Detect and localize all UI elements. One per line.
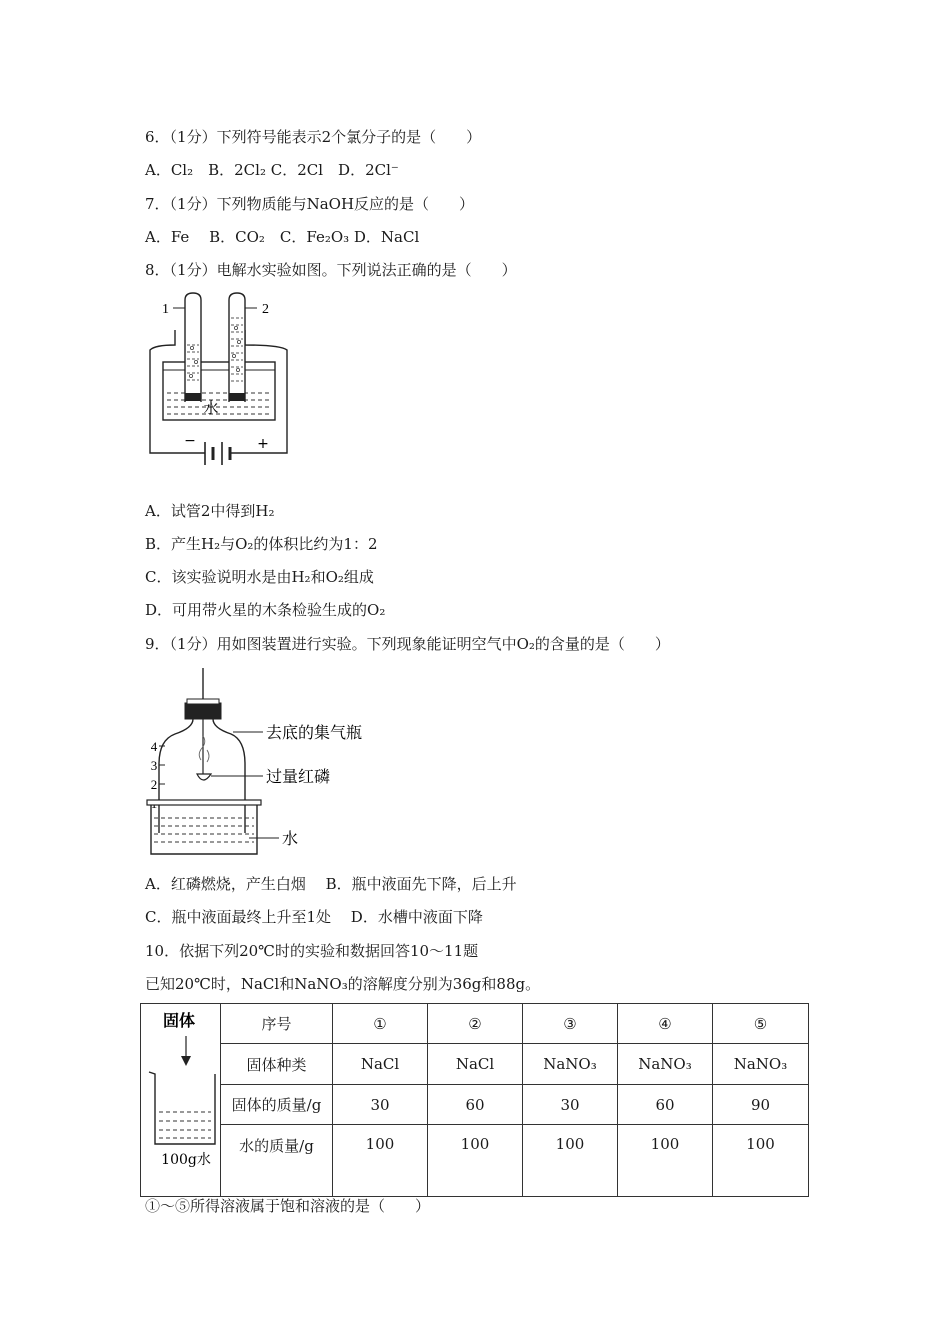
q9-stem: 9．（1分）用如图装置进行实验。下列现象能证明空气中O₂的含量的是（ ） (145, 635, 670, 653)
minus-label: − (184, 433, 196, 449)
q7-stem: 7．（1分）下列物质能与NaOH反应的是（ ） (145, 195, 475, 213)
solid-label: 固体 (162, 1011, 196, 1030)
header-solid-mass: 固体的质量/g (221, 1085, 333, 1125)
q10-stem: 10．依据下列20℃时的实验和数据回答10～11题 (145, 942, 479, 960)
col-2-water-mass: 100 (428, 1125, 523, 1197)
q10-known: 已知20℃时，NaCl和NaNO₃的溶解度分别为36g和88g。 (145, 975, 541, 993)
q8-stem: 8．（1分）电解水实验如图。下列说法正确的是（ ） (145, 261, 517, 279)
col-3-no: ③ (523, 1004, 618, 1044)
q6-stem: 6．（1分）下列符号能表示2个氯分子的是（ ） (145, 128, 482, 146)
col-1-kind: NaCl (333, 1044, 428, 1085)
scale-3: 3 (150, 758, 158, 773)
col-5-no: ⑤ (713, 1004, 809, 1044)
header-water-mass: 水的质量/g (221, 1125, 333, 1197)
q7-options: A．Fe B．CO₂ C．Fe₂O₃ D．NaCl (145, 228, 420, 246)
col-3-kind: NaNO₃ (523, 1044, 618, 1085)
plus-label: + (257, 436, 269, 452)
col-4-water-mass: 100 (618, 1125, 713, 1197)
col-1-no: ① (333, 1004, 428, 1044)
col-4-kind: NaNO₃ (618, 1044, 713, 1085)
col-5-water-mass: 100 (713, 1125, 809, 1197)
q8-option-c: C．该实验说明水是由H₂和O₂组成 (145, 568, 374, 586)
beaker-cell (141, 1004, 221, 1197)
col-5-kind: NaNO₃ (713, 1044, 809, 1085)
label-phosphorus: 过量红磷 (266, 767, 331, 786)
col-5-solid-mass: 90 (713, 1085, 809, 1125)
col-4-no: ④ (618, 1004, 713, 1044)
col-4-solid-mass: 60 (618, 1085, 713, 1125)
scale-2: 2 (150, 777, 158, 792)
water-label: 水 (203, 399, 219, 417)
col-3-solid-mass: 30 (523, 1085, 618, 1125)
tube-2-label: 2 (262, 302, 269, 317)
q9-options-ab: A．红磷燃烧，产生白烟 B．瓶中液面先下降，后上升 (145, 875, 517, 893)
col-2-no: ② (428, 1004, 523, 1044)
col-1-solid-mass: 30 (333, 1085, 428, 1125)
water-100g-label: 100g水 (161, 1152, 211, 1168)
q8-option-a: A．试管2中得到H₂ (145, 502, 275, 520)
col-1-water-mass: 100 (333, 1125, 428, 1197)
phosphorus-combustion-figure (145, 668, 395, 860)
label-water: 水 (282, 829, 299, 848)
electrolysis-figure (145, 290, 295, 475)
q10-question: ①～⑤所得溶液属于饱和溶液的是（ ） (145, 1197, 431, 1215)
q9-options-cd: C．瓶中液面最终上升至1处 D．水槽中液面下降 (145, 908, 483, 926)
tube-1-label: 1 (162, 302, 169, 317)
header-kind: 固体种类 (221, 1044, 333, 1085)
header-no: 序号 (221, 1004, 333, 1044)
label-bottle: 去底的集气瓶 (266, 723, 363, 742)
q8-option-b: B．产生H₂与O₂的体积比约为1：2 (145, 535, 378, 553)
col-3-water-mass: 100 (523, 1125, 618, 1197)
scale-4: 4 (150, 739, 158, 754)
solubility-table (140, 1003, 809, 1197)
beaker-figure (141, 1004, 221, 1192)
q6-options: A．Cl₂ B．2Cl₂ C．2Cl D．2Cl⁻ (145, 161, 399, 179)
col-2-kind: NaCl (428, 1044, 523, 1085)
q8-option-d: D．可用带火星的木条检验生成的O₂ (145, 601, 386, 619)
col-2-solid-mass: 60 (428, 1085, 523, 1125)
